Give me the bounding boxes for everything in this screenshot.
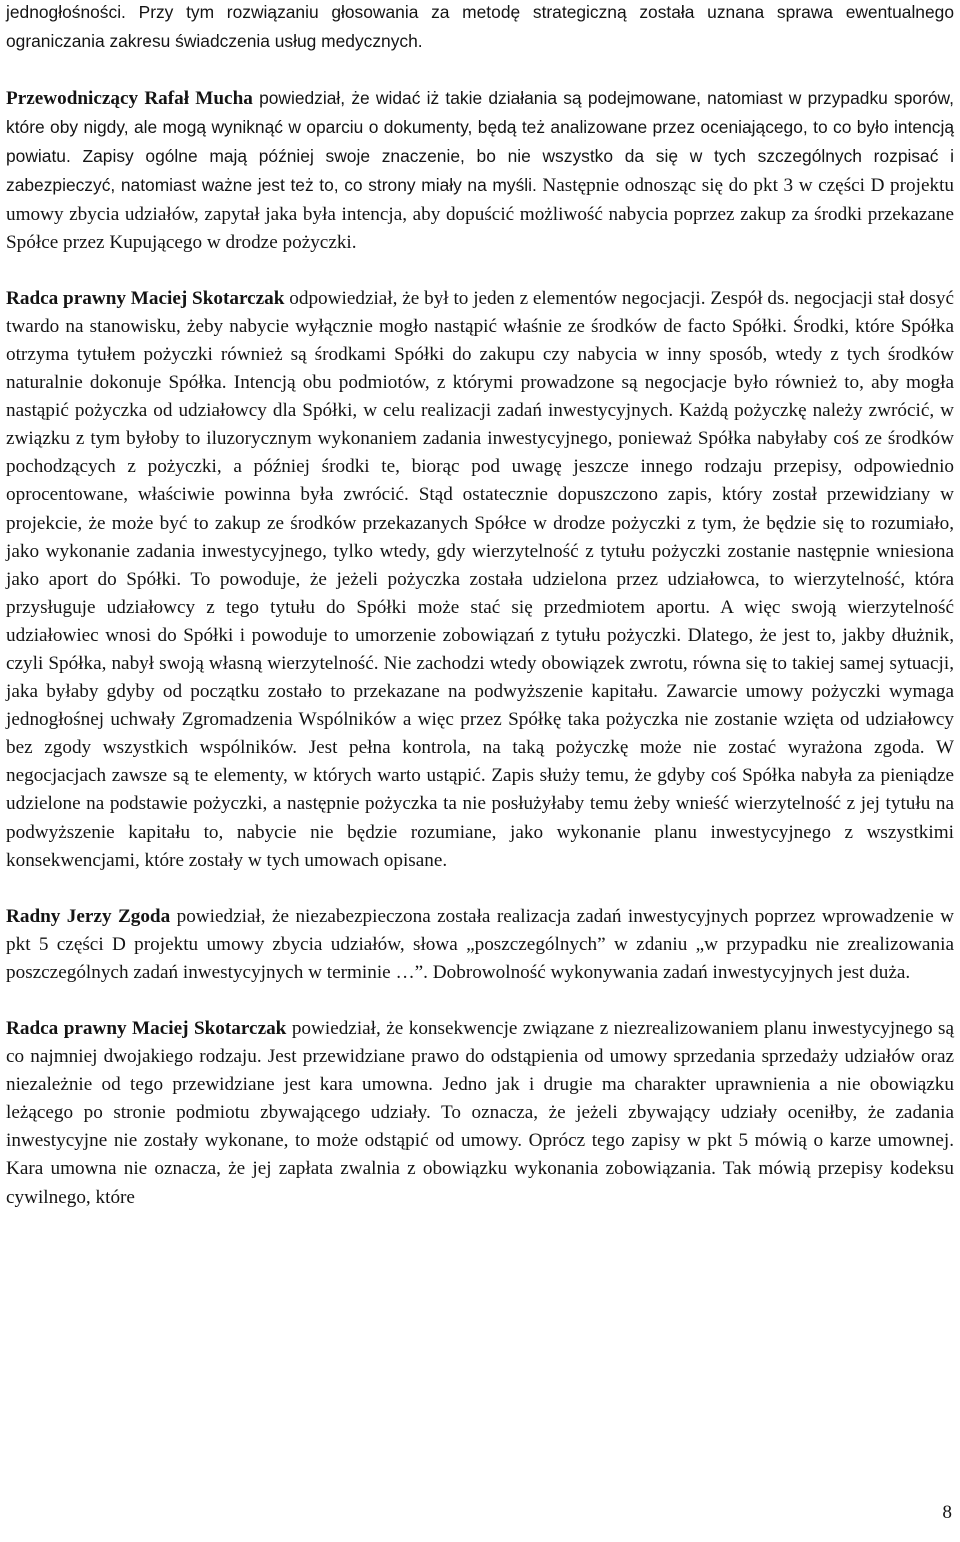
speaker-name: Radca prawny Maciej Skotarczak [6, 1018, 287, 1039]
paragraph-text: Zapisy ogólne mają później swoje znaczenie, bo nie wszystko da się w tych szczególnych rozpisać i zabezpieczyć, natomiast ważne jest też to, co strony miały na myśli. [6, 146, 954, 196]
paragraph-text: Następnie odnosząc się do pkt 3 w części D projektu umowy zbycia udziałów, zapytał jaka była intencja, aby dopuścić możliwość nabycia poprzez zakup za środki przekazane Spółce przez Kupującego w drodze pożyczki. [6, 175, 954, 253]
page-number: 8 [942, 1502, 952, 1523]
paragraph-text: jednogłośności. Przy tym rozwiązaniu głosowania za metodę strategiczną została uznana sprawa ewentualnego ograniczania zakresu świadczenia usług medycznych. [6, 2, 954, 52]
speaker-name: Przewodniczący Rafał Mucha [6, 88, 253, 110]
paragraph [6, 84, 954, 257]
document-page [6, 0, 954, 1240]
paragraph-text: powiedział, że widać iż takie działania są podejmowane, natomiast w przypadku sporów, które oby nigdy, ale mogą wyniknąć w oparciu o dokumenty, będą też analizowane przez oceniającego, to co było intencją powiatu. [6, 88, 954, 167]
speaker-name: Radca prawny Maciej Skotarczak [6, 287, 285, 309]
paragraph [6, 1015, 954, 1212]
paragraph-text: odpowiedział, że był to jeden z elementów negocjacji. Zespół ds. negocjacji stał dosyć twardo na stanowisku, żeby nabycie wyłącznie mogło nastąpić właśnie ze środków de facto Spółki. Środki, które Spółka otrzyma tytułem pożyczki również są środkami Spółki do zakupu czy nabycia w inny sposób, wtedy z tych środków naturalnie dokonuje Spółka. Intencją obu podmiotów, z którymi prowadzone są negocjacje było również to, aby mogła nastąpić pożyczka od udziałowcy dla Spółki, w celu realizacji zadań inwestycyjnych. Każdą pożyczkę należy zwrócić, w związku z tym byłoby to iluzorycznym wykonaniem zadania inwestycyjnego, ponieważ Spółka nabyłaby coś ze środków pochodzących z pożyczki, a później środki te, biorąc pod uwagę jeszcze innego rodzaju przepisy, odpowiednio oprocentowane, właściwie powinna była zwrócić. Stąd ostatecznie dopuszczono zapis, który został przewidziany w projekcie, że może być to zakup ze środków przekazanych Spółce w drodze pożyczki z tym, że będzie się to rozumiało, jako wykonanie zadania inwestycyjnego, tylko wtedy, gdy wierzytelność z tytułu pożyczki zostanie następnie wniesiona jako aport do Spółki. To powoduje, że jeżeli pożyczka została udzielona przez udziałowca, to wierzytelność, która przysługuje udziałowcy z tego tytułu do Spółki może stać się przedmiotem aportu. A więc swoją wierzytelność udziałowiec wnosi do Spółki i powoduje to umorzenie zobowiązań z tytułu pożyczki. Dlatego, że jest to, jakby dłużnik, czyli Spółka, nabył swoją własną wierzytelność. Nie zachodzi wtedy obowiązek zwrotu, równa się to takiej samej sytuacji, jaka byłaby gdyby od początku zostało to przekazane na podwyższenie kapitału. Zawarcie umowy pożyczki wymaga jednogłośnej uchwały Zgromadzenia Wspólników a więc przez Spółkę taka pożyczka nie zostanie wzięta od udziałowcy bez zgody wszystkich wspólników. Jest pełna kontrola, na taką pożyczkę może nie zostać wyrażona zgoda. W negocjacjach zawsze są te elementy, w których warto ustąpić. Zapis służy temu, że gdyby coś Spółka nabyła za pieniądze udzielone na podstawie pożyczki, a następnie pożyczka ta nie posłużyłaby temu żeby wnieść wierzytelność z jej tytułu na podwyższenie kapitału to, nabycie nie będzie rozumiane, jako wykonanie planu inwestycyjnego z wszystkimi konsekwencjami, które zostały w tych umowach opisane. [6, 287, 954, 871]
paragraph-text: powiedział, że niezabezpieczona została realizacja zadań inwestycyjnych poprzez wprowadzenie w pkt 5 części D projektu umowy zbycia udziałów, słowa „poszczególnych” w zdaniu „w przypadku nie zrealizowania poszczególnych zadań inwestycyjnych w terminie …”. Dobrowolność wykonywania zadań inwestycyjnych jest duża. [6, 905, 954, 983]
paragraph-text: powiedział, że konsekwencje związane z niezrealizowaniem planu inwestycyjnego są co najmniej dwojakiego rodzaju. Jest przewidziane prawo do odstąpienia od umowy sprzedania sprzedaży udziałów oraz niezależnie od tego przewidziane jest kara umowna. Jedno jak i drugie ma charakter uprawnienia a nie obowiązku leżącego po stronie podmiotu zbywającego udziały. To oznacza, że jeżeli zbywający udziały oceniłby, że zadania inwestycyjne nie zostały wykonane, to może odstąpić od umowy. Oprócz tego zapisy w pkt 5 mówią o karze umownej. Kara umowna nie oznacza, że jej zapłata zwalnia z obowiązku wykonania zobowiązania. Tak mówią przepisy kodeksu cywilnego, które [6, 1018, 954, 1208]
paragraph [6, 285, 954, 875]
paragraph [6, 903, 954, 987]
paragraph [6, 0, 954, 56]
speaker-name: Radny Jerzy Zgoda [6, 905, 171, 927]
